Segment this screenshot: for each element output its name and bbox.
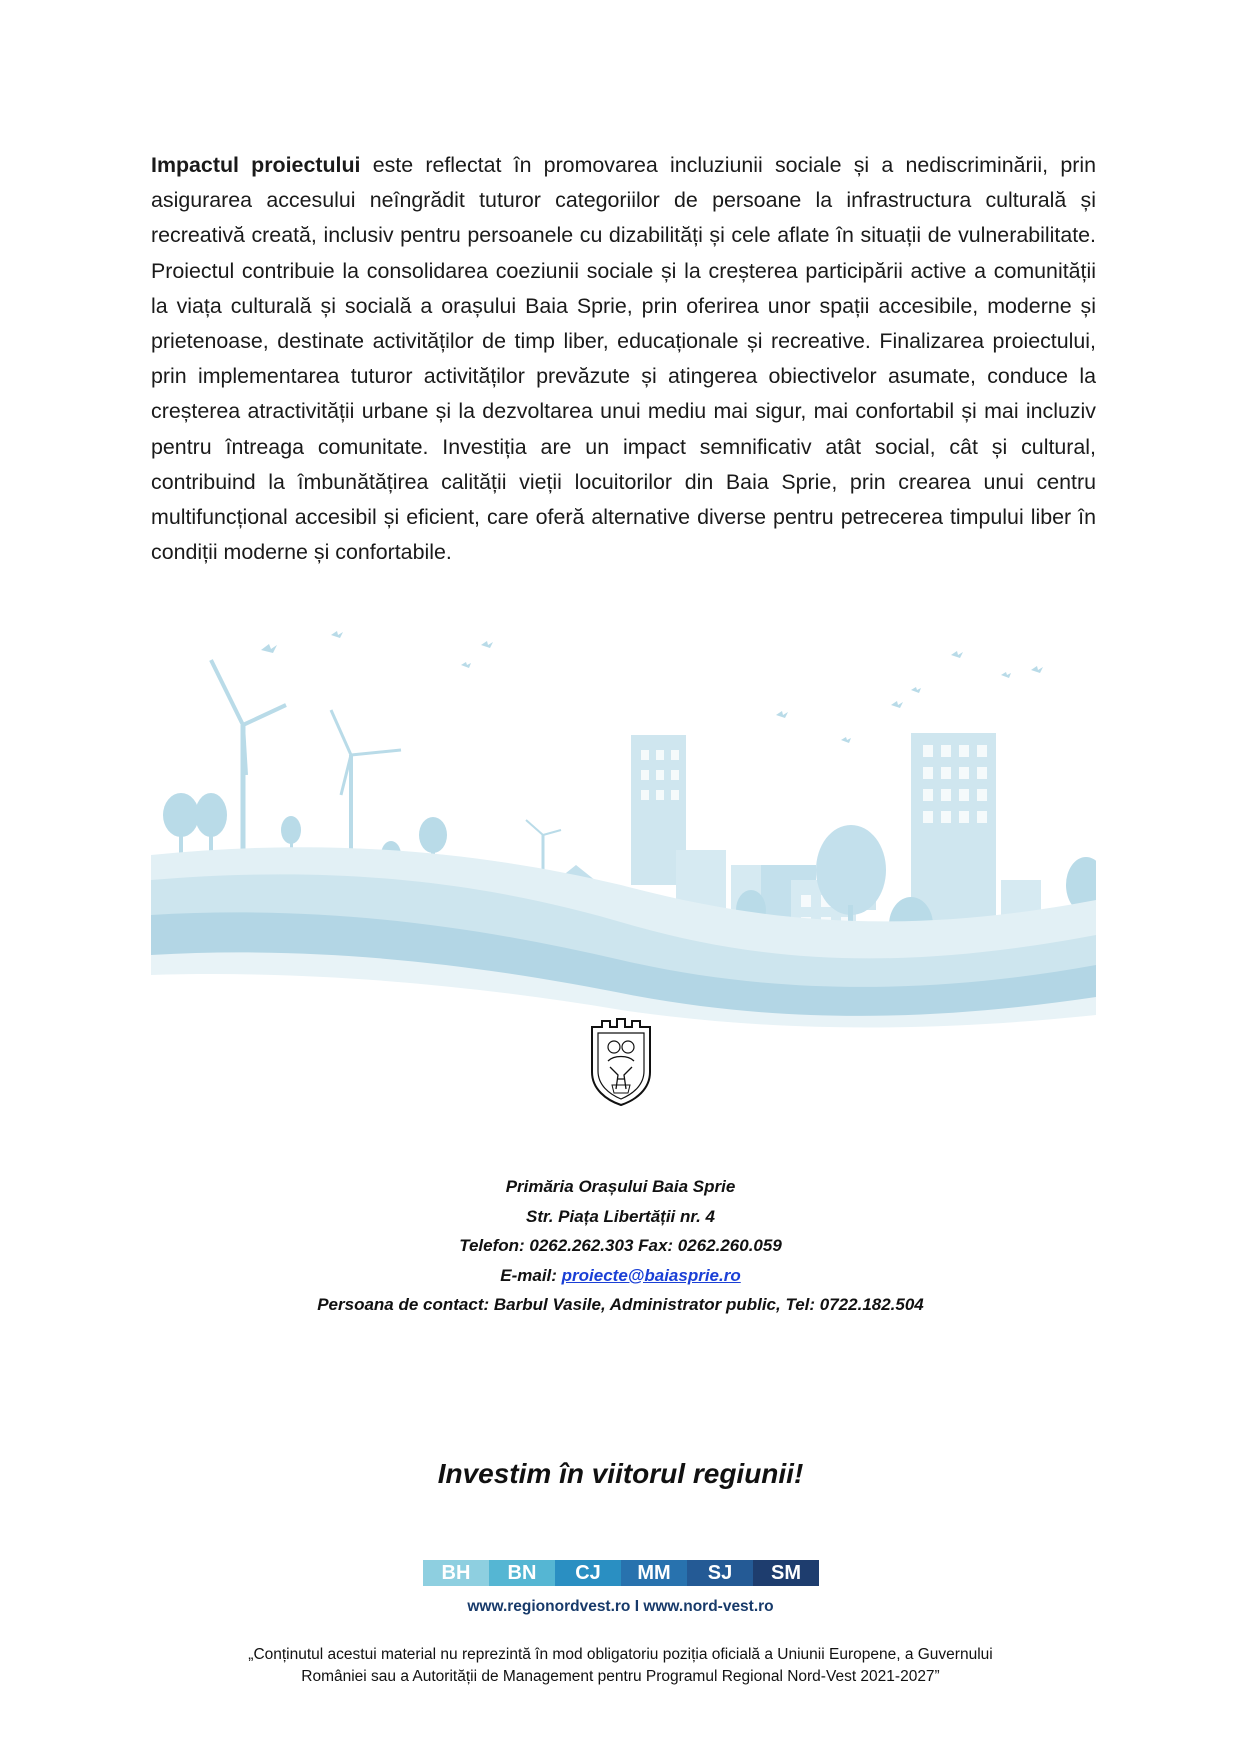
impact-text: este reflectat în promovarea incluziunii sociale și a nediscriminării, prin asigurarea accesului neîngrădit tuturor categoriilor de persoane la infrastructura culturală și recreativă creată, inclusiv pentru persoanele cu dizabilități și cele aflate în situații de vulnerabilitate. Proiectul contribuie la consolidarea coeziunii sociale și la creșterea participării active a comunității la viața culturală și socială a orașului Baia Sprie, prin oferirea unor spații accesibile, moderne și prietenoase, destinate activităților de timp liber, educaționale și recreative. Finalizarea proiectului, prin implementarea tuturor activităților prevăzute și atingerea obiectivelor asumate, conduce la creșterea atractivității urbane și la dezvoltarea unui mediu mai sigur, mai confortabil și mai incluziv pentru întreaga comunitate. Investiția are un impact semnificativ atât social, cât și cultural, contribuind la îmbunătățirea calității vieții locuitorilor din Baia Sprie, prin crearea unui centru multifuncțional accesibil și eficient, care oferă alternative diverse pentru petrecerea timpului liber în condiții moderne și confortabile. bbox=[151, 153, 1096, 565]
institution-address: Str. Piața Libertății nr. 4 bbox=[526, 1206, 715, 1226]
region-mm: MM bbox=[621, 1560, 687, 1586]
region-codes-bar bbox=[423, 1560, 819, 1586]
disclaimer-line-2: României sau a Autorității de Management pentru Programul Regional Nord-Vest 2021-2027” bbox=[301, 1668, 940, 1685]
impact-paragraph bbox=[151, 148, 1096, 570]
impact-lead: Impactul proiectului bbox=[151, 153, 361, 177]
region-sm: SM bbox=[753, 1560, 819, 1586]
region-bh: BH bbox=[423, 1560, 489, 1586]
websites[interactable]: www.regionordvest.ro I www.nord-vest.ro bbox=[467, 1598, 774, 1615]
institution-name: Primăria Orașului Baia Sprie bbox=[505, 1177, 736, 1196]
contact-block bbox=[0, 1172, 1241, 1320]
coat-of-arms-logo bbox=[588, 1017, 654, 1107]
birds bbox=[261, 631, 1043, 743]
email-label: E-mail: bbox=[500, 1265, 562, 1285]
phone-fax: Telefon: 0262.262.303 Fax: 0262.260.059 bbox=[459, 1236, 782, 1255]
email-link[interactable]: proiecte@baiasprie.ro bbox=[561, 1265, 741, 1285]
region-bn: BN bbox=[489, 1560, 555, 1586]
city-illustration bbox=[151, 625, 1096, 1035]
region-cj: CJ bbox=[555, 1560, 621, 1586]
region-sj: SJ bbox=[687, 1560, 753, 1586]
eu-disclaimer bbox=[120, 1644, 1121, 1688]
contact-person: Persoana de contact: Barbul Vasile, Administrator public, Tel: 0722.182.504 bbox=[317, 1295, 924, 1314]
disclaimer-line-1: „Conținutul acestui material nu reprezintă în mod obligatoriu poziția oficială a Uniunii Europene, a Guvernului bbox=[248, 1646, 993, 1663]
email-line bbox=[0, 1261, 1241, 1291]
slogan: Investim în viitorul regiunii! bbox=[437, 1458, 804, 1489]
